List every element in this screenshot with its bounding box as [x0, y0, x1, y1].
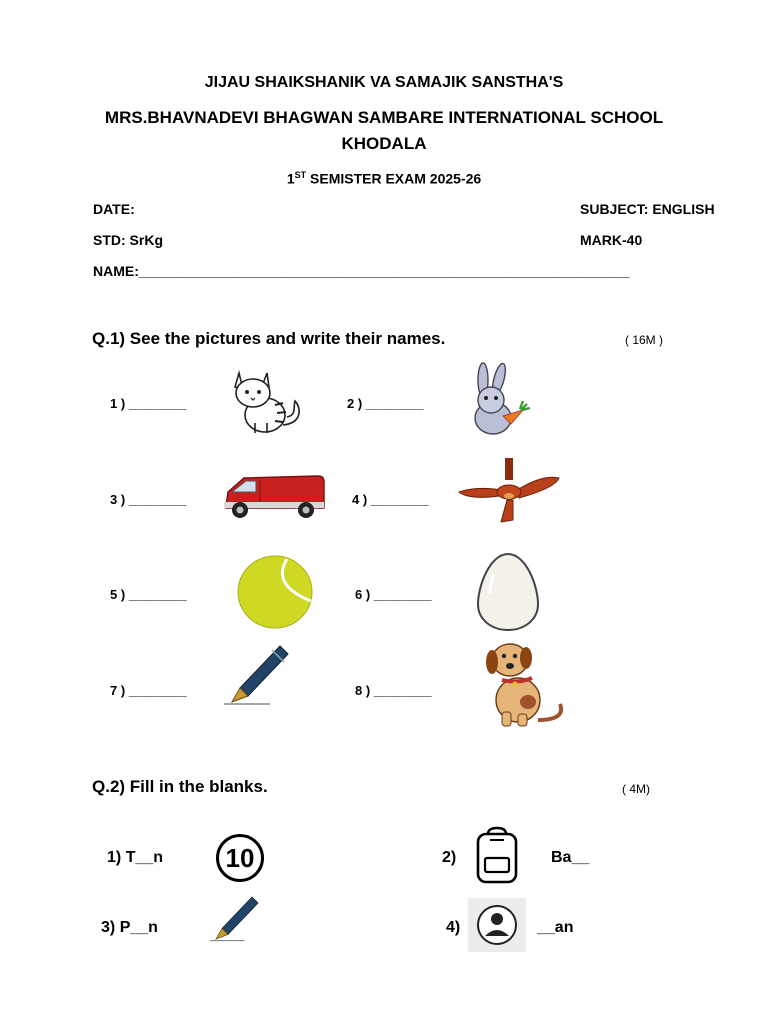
q1-item-5: 5 ) ________ [110, 587, 187, 602]
q1-item-7: 7 ) ________ [110, 683, 187, 698]
q1-item-4: 4 ) ________ [352, 492, 429, 507]
q1-item-1: 1 ) ________ [110, 396, 187, 411]
q2-item-2-word: Ba__ [551, 849, 590, 866]
trust-name: JIJAU SHAIKSHANIK VA SAMAJIK SANSTHA'S [204, 74, 564, 91]
bag-icon [474, 826, 520, 884]
q1-item-6: 6 ) ________ [355, 587, 432, 602]
q1-item-8: 8 ) ________ [355, 683, 432, 698]
school-name: MRS.BHAVNADEVI BHAGWAN SAMBARE INTERNATIONAL SCHOOL [104, 108, 664, 127]
pen-icon [208, 894, 260, 942]
exam-title: 1ST SEMISTER EXAM 2025-26 [286, 170, 482, 187]
rabbit-icon [465, 362, 533, 438]
question-1-marks: ( 16M ) [625, 333, 664, 347]
pen-icon [222, 642, 290, 706]
question-1-title: Q.1) See the pictures and write their names. [92, 329, 446, 348]
q2-item-4-num: 4) [446, 919, 461, 936]
school-location: KHODALA [341, 134, 427, 153]
std-field: STD: SrKg [93, 232, 163, 248]
question-2-title: Q.2) Fill in the blanks. [92, 777, 268, 796]
mark-field: MARK-40 [580, 232, 643, 248]
q2-item-1: 1) T__n [107, 849, 164, 866]
number-ten-icon: 10 [216, 834, 264, 882]
name-field: NAME:_______________________________________________________________ [93, 263, 630, 279]
dog-icon [482, 638, 568, 728]
q1-item-2: 2 ) ________ [347, 396, 424, 411]
q1-item-3: 3 ) ________ [110, 492, 187, 507]
egg-icon [476, 552, 540, 632]
q2-item-2-num: 2) [442, 849, 457, 866]
date-field: DATE: [93, 201, 135, 217]
cat-icon [225, 365, 305, 437]
van-icon [222, 466, 326, 522]
tennis-ball-icon [237, 555, 315, 629]
question-2-marks: ( 4M) [622, 782, 650, 796]
man-icon [468, 898, 526, 952]
q2-item-4-word: __an [537, 919, 574, 936]
ceiling-fan-icon [457, 456, 561, 526]
subject-field: SUBJECT: ENGLISH [580, 201, 715, 217]
q2-item-3: 3) P__n [101, 919, 158, 936]
